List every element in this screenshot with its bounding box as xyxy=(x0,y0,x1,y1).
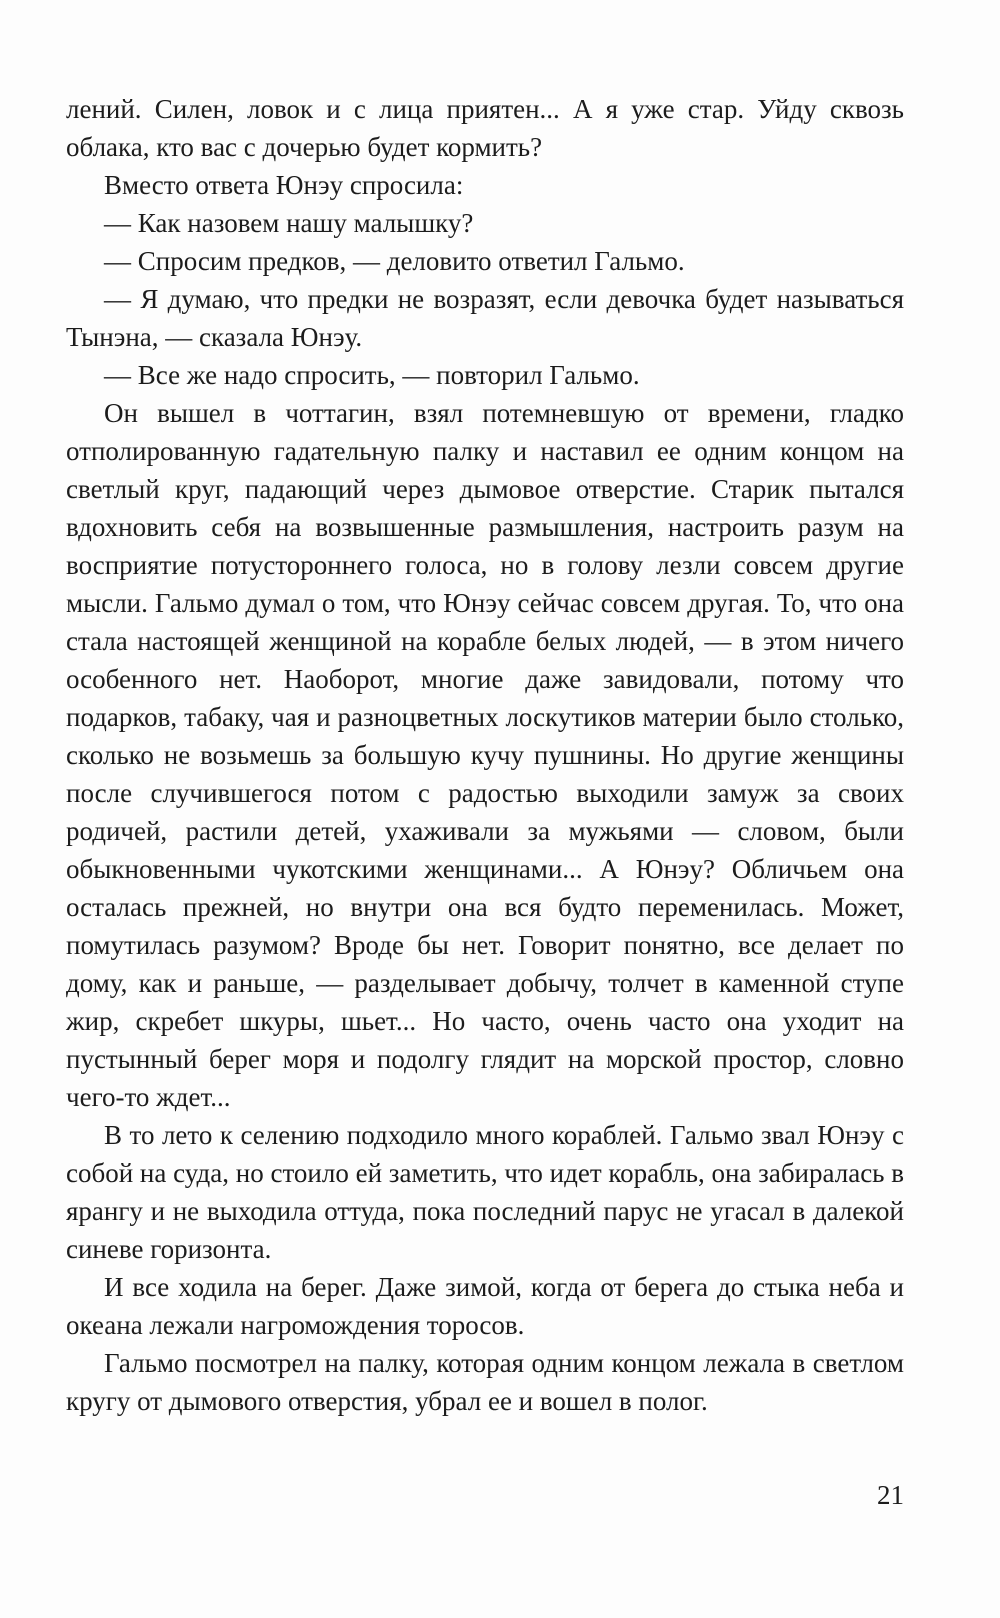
paragraph-narration: Он вышел в чоттагин, взял потемневшую от времени, гладко отполированную гадательную палку и наставил ее одним концом на светлый круг, падающий через дымовое отверстие. Старик пытался вдохновить себя на возвышенные размышления, настроить разум на восприятие потустороннего голоса, но в голову лезли совсем другие мысли. Гальмо думал о том, что Юнэу сейчас совсем другая. То, что она стала настоящей женщиной на корабле белых людей, — в этом ничего особенного нет. Наоборот, многие даже завидовали, потому что подарков, табаку, чая и разноцветных лоскутиков материи было столько, сколько не возьмешь за большую кучу пушнины. Но другие женщины после случившегося потом с радостью выходили замуж за своих родичей, растили детей, ухаживали за мужьями — словом, были обыкновенными чукотскими женщинами... А Юнэу? Обличьем она осталась прежней, но внутри она вся будто переменилась. Может, помутилась разумом? Вроде бы нет. Говорит понятно, все делает по дому, как и раньше, — разделывает добычу, толчет в каменной ступе жир, скребет шкуры, шьет... Но часто, очень часто она уходит на пустынный берег моря и подолгу глядит на морской простор, словно чего-то ждет... xyxy=(66,398,904,1112)
paragraph-dialogue: — Все же надо спросить, — повторил Гальмо. xyxy=(104,360,640,390)
page-text xyxy=(66,90,904,1420)
paragraph-narration: Гальмо посмотрел на палку, которая одним концом лежала в светлом кругу от дымового отверстия, убрал ее и вошел в полог. xyxy=(66,1348,904,1416)
paragraph-dialogue: — Спросим предков, — деловито ответил Гальмо. xyxy=(104,246,685,276)
paragraph-narration: И все ходила на берег. Даже зимой, когда от берега до стыка неба и океана лежали нагромождения торосов. xyxy=(66,1272,904,1340)
paragraph-dialogue: — Как назовем нашу малышку? xyxy=(104,208,474,238)
page-number: 21 xyxy=(877,1480,904,1510)
paragraph-dialogue: — Я думаю, что предки не возразят, если девочка будет называться Тынэна, — сказала Юнэу. xyxy=(66,284,904,352)
paragraph-narration: Вместо ответа Юнэу спросила: xyxy=(104,170,464,200)
paragraph-narration: В то лето к селению подходило много кораблей. Гальмо звал Юнэу с собой на суда, но стоило ей заметить, что идет корабль, она забиралась в ярангу и не выходила оттуда, пока последний парус не угасал в далекой синеве горизонта. xyxy=(66,1120,904,1264)
paragraph-continuation: лений. Силен, ловок и с лица приятен... А я уже стар. Уйду сквозь облака, кто вас с дочерью будет кормить? xyxy=(66,94,904,162)
